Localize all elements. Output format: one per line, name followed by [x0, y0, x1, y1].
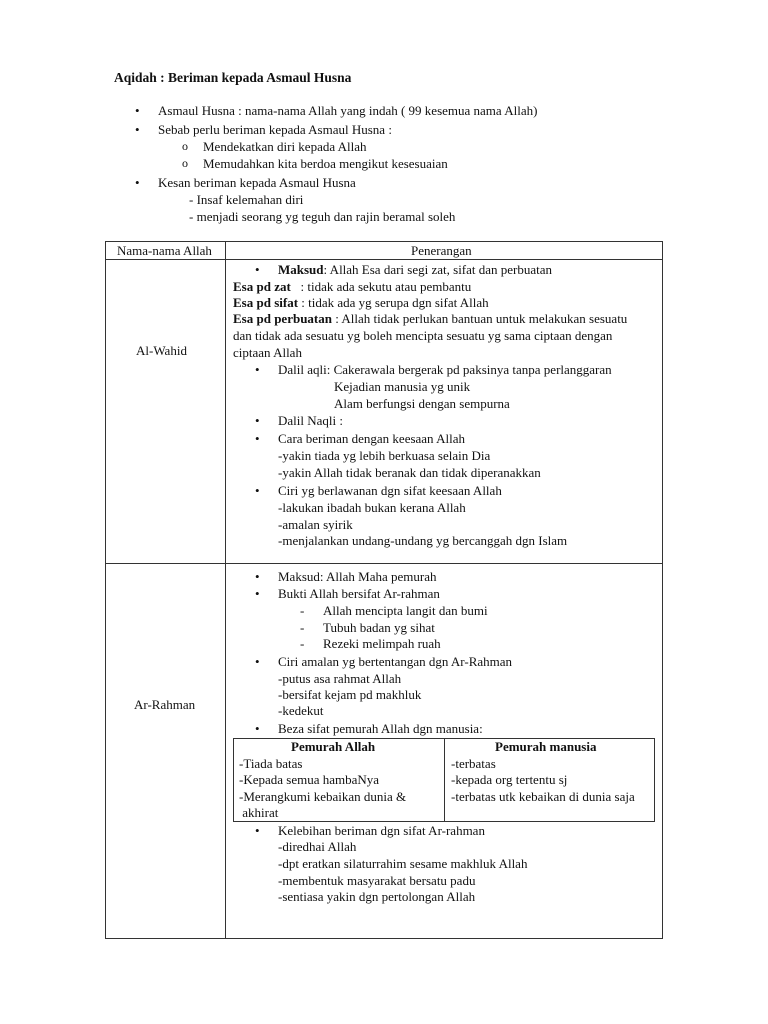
wahid-dalil-aqli: • Dalil aqli: Cakerawala bergerak pd paksinya tanpa perlanggaran [278, 362, 612, 378]
wahid-text: dan tidak ada sesuatu yg boleh mencipta sesuatu yg sama ciptaan dengan [233, 328, 613, 343]
intro-bullet: • Asmaul Husna : nama-nama Allah yang indah ( 99 kesemua nama Allah) [158, 103, 537, 119]
comparison-cell: -Merangkumi kebaikan dunia & [239, 789, 407, 804]
intro-subitem: o Mendekatkan diri kepada Allah [203, 139, 367, 155]
wahid-text: Alam berfungsi dengan sempurna [334, 396, 510, 411]
rahman-bukti: • Bukti Allah bersifat Ar-rahman [278, 586, 440, 602]
wahid-esa-sifat: Esa pd sifat : tidak ada yg serupa dgn sifat Allah [233, 295, 489, 310]
wahid-esa-zat: Esa pd zat : tidak ada sekutu atau pembantu [233, 279, 472, 294]
intro-subitem: - menjadi seorang yg teguh dan rajin beramal soleh [189, 209, 456, 224]
table-divider [444, 738, 445, 822]
wahid-text: -amalan syirik [278, 517, 353, 532]
wahid-text: -lakukan ibadah bukan kerana Allah [278, 500, 466, 515]
comparison-cell: -terbatas [451, 756, 496, 771]
rahman-text: -putus asa rahmat Allah [278, 671, 402, 686]
rahman-maksud: • Maksud: Allah Maha pemurah [278, 569, 437, 585]
name-ar-rahman: Ar-Rahman [134, 697, 196, 712]
intro-bullet: • Sebab perlu beriman kepada Asmaul Husna : [158, 122, 392, 138]
page-title: Aqidah : Beriman kepada Asmaul Husna [114, 70, 352, 85]
comparison-cell: -terbatas utk kebaikan di dunia saja [451, 789, 635, 804]
rahman-text: -diredhai Allah [278, 839, 357, 854]
intro-subitem: o Memudahkan kita berdoa mengikut kesesuaian [203, 156, 448, 172]
rahman-text: -bersifat kejam pd makhluk [278, 687, 422, 702]
header-description: Penerangan [411, 243, 472, 258]
header-name: Nama-nama Allah [117, 243, 212, 258]
comparison-cell: -kepada org tertentu sj [451, 772, 568, 787]
intro-subitem: - Insaf kelemahan diri [189, 192, 304, 207]
rahman-text: -sentiasa yakin dgn pertolongan Allah [278, 889, 476, 904]
wahid-text: Kejadian manusia yg unik [334, 379, 471, 394]
comparison-cell: -Kepada semua hambaNya [239, 772, 380, 787]
rahman-ciri: • Ciri amalan yg bertentangan dgn Ar-Rahman [278, 654, 512, 670]
rahman-text: -membentuk masyarakat bersatu padu [278, 873, 476, 888]
wahid-text: -yakin Allah tidak beranak dan tidak diperanakkan [278, 465, 541, 480]
wahid-esa-perbuatan: Esa pd perbuatan : Allah tidak perlukan bantuan untuk melakukan sesuatu [233, 311, 628, 326]
wahid-text: -yakin tiada yg lebih berkuasa selain Dia [278, 448, 491, 463]
wahid-cara: • Cara beriman dengan keesaan Allah [278, 431, 465, 447]
comparison-header-allah: Pemurah Allah [291, 739, 376, 754]
comparison-cell: -Tiada batas [239, 756, 303, 771]
rahman-text: -dpt eratkan silaturrahim sesame makhluk Allah [278, 856, 528, 871]
name-al-wahid: Al-Wahid [136, 343, 187, 358]
table-divider [225, 241, 226, 939]
comparison-header-manusia: Pemurah manusia [495, 739, 597, 754]
wahid-dalil-naqli: • Dalil Naqli : [278, 413, 343, 429]
rahman-bukti-item: - Rezeki melimpah ruah [323, 636, 441, 652]
table-divider [105, 259, 663, 260]
table-divider [105, 563, 663, 564]
intro-bullet: • Kesan beriman kepada Asmaul Husna [158, 175, 356, 191]
comparison-cell: akhirat [239, 805, 279, 820]
rahman-text: -kedekut [278, 703, 324, 718]
wahid-text: -menjalankan undang-undang yg bercanggah dgn Islam [278, 533, 568, 548]
wahid-ciri: • Ciri yg berlawanan dgn sifat keesaan Allah [278, 483, 502, 499]
rahman-beza: • Beza sifat pemurah Allah dgn manusia: [278, 721, 483, 737]
wahid-maksud: • Maksud: Allah Esa dari segi zat, sifat dan perbuatan [278, 262, 552, 278]
rahman-bukti-item: - Allah mencipta langit dan bumi [323, 603, 488, 619]
rahman-bukti-item: - Tubuh badan yg sihat [323, 620, 435, 636]
rahman-kelebihan: • Kelebihan beriman dgn sifat Ar-rahman [278, 823, 485, 839]
wahid-text: ciptaan Allah [233, 345, 302, 360]
